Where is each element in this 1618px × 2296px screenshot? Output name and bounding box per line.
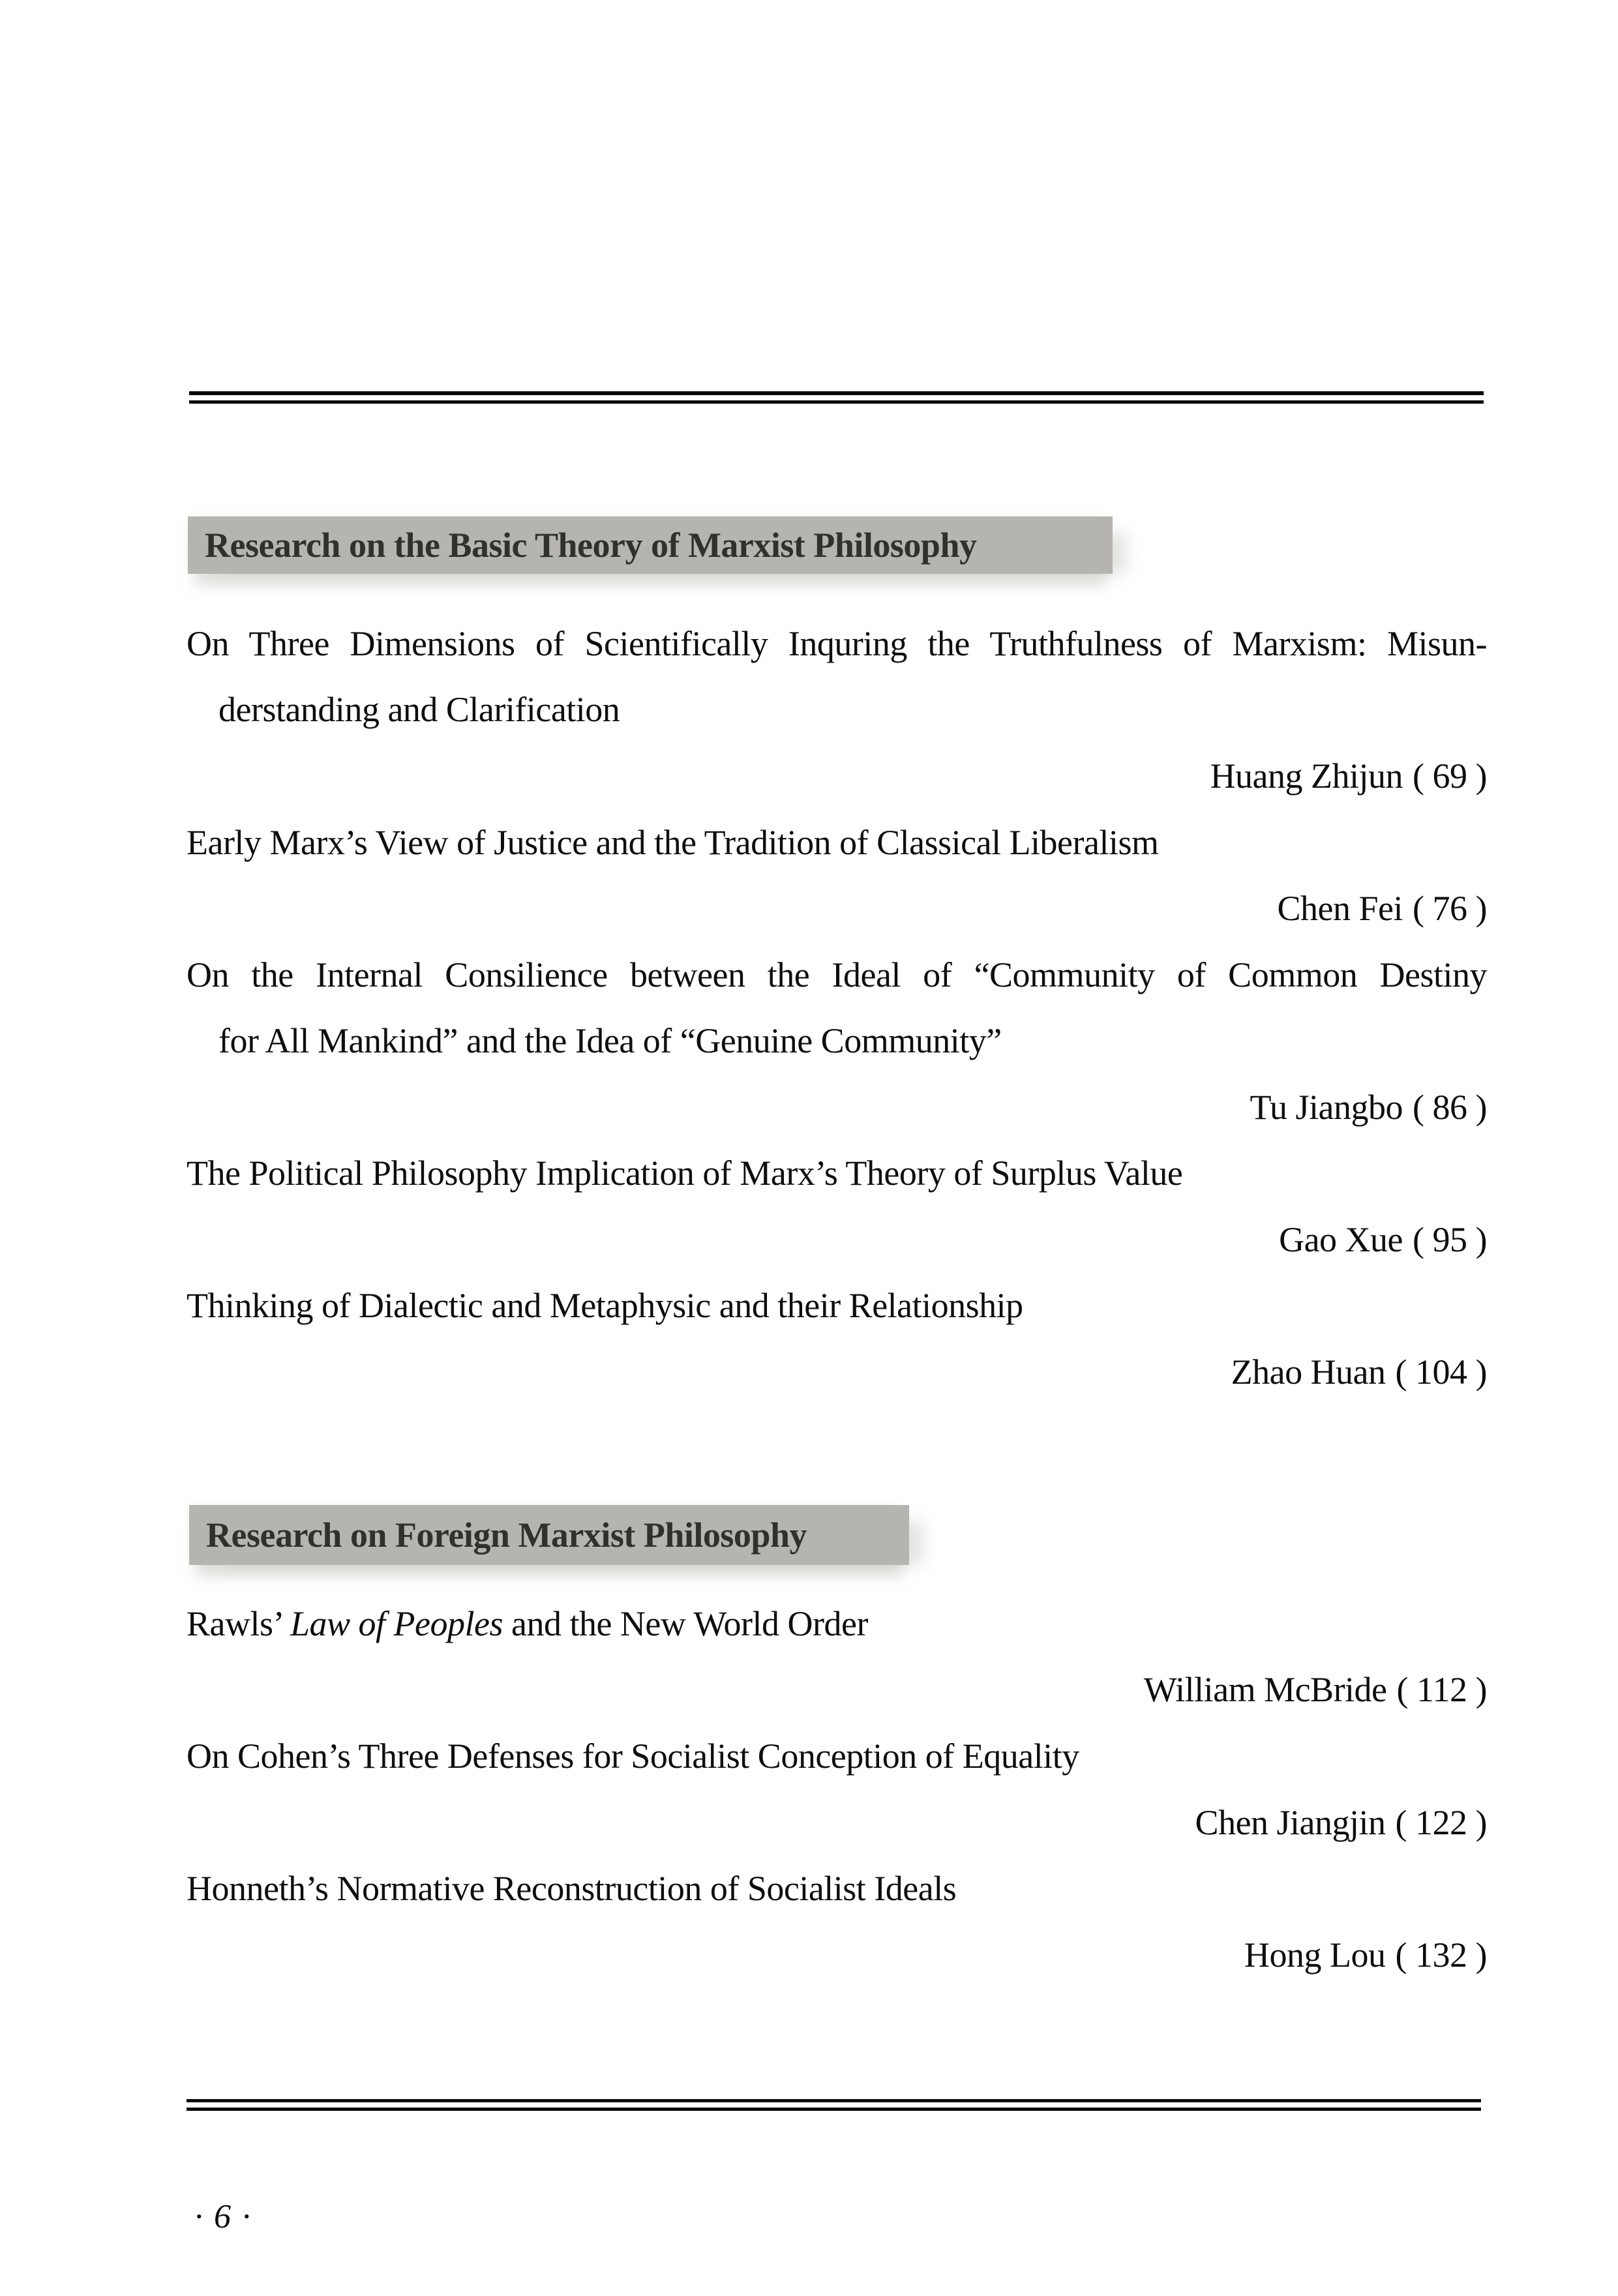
page-reference: ( 104 ) bbox=[1395, 1352, 1487, 1392]
title-segment: and the New World Order bbox=[502, 1604, 868, 1643]
page-reference: ( 132 ) bbox=[1395, 1935, 1487, 1975]
section-header-label: Research on Foreign Marxist Philosophy bbox=[206, 1515, 807, 1555]
toc-entry-byline bbox=[187, 1932, 1487, 1978]
toc-entry-title-line: Honneth’s Normative Reconstruction of Socialist Ideals bbox=[187, 1869, 957, 1908]
title-segment: Rawls’ bbox=[187, 1604, 290, 1643]
top-double-rule bbox=[189, 391, 1484, 404]
toc-entry-title-line bbox=[187, 1601, 1487, 1647]
page-reference: ( 86 ) bbox=[1413, 1088, 1487, 1127]
author-name: Huang Zhijun bbox=[1210, 756, 1403, 796]
toc-entry-byline bbox=[187, 1084, 1487, 1130]
page-reference: ( 76 ) bbox=[1413, 889, 1487, 928]
section-header-label: Research on the Basic Theory of Marxist Philosophy bbox=[205, 526, 977, 565]
toc-entry-title-line: Thinking of Dialectic and Metaphysic and their Relationship bbox=[187, 1286, 1023, 1325]
toc-entry-title-line: The Political Philosophy Implication of Marx’s Theory of Surplus Value bbox=[187, 1154, 1183, 1193]
author-name: Chen Jiangjin bbox=[1195, 1803, 1386, 1842]
toc-entry-continuation-line: derstanding and Clarification bbox=[218, 690, 620, 729]
toc-entry-title-line: On Three Dimensions of Scientifically Inquring the Truthfulness of Marxism: Misun- bbox=[187, 624, 1487, 663]
section-header-basic-theory bbox=[188, 516, 1113, 574]
page-reference: ( 95 ) bbox=[1413, 1220, 1487, 1259]
author-name: Hong Lou bbox=[1244, 1935, 1386, 1975]
author-name: Chen Fei bbox=[1277, 889, 1403, 928]
author-name: Gao Xue bbox=[1279, 1220, 1403, 1259]
author-name: William McBride bbox=[1143, 1670, 1387, 1709]
toc-entry-byline bbox=[187, 753, 1487, 799]
toc-entry-title-line: On the Internal Consilience between the Ideal of “Community of Common Destiny bbox=[187, 955, 1487, 994]
section-header-foreign-marxist bbox=[189, 1505, 909, 1565]
page-reference: ( 69 ) bbox=[1413, 756, 1487, 796]
title-segment-italic: Law of Peoples bbox=[290, 1604, 503, 1643]
toc-entry-continuation-line: for All Mankind” and the Idea of “Genuine Community” bbox=[218, 1021, 1002, 1060]
toc-entry-title-line: Early Marx’s View of Justice and the Tradition of Classical Liberalism bbox=[187, 823, 1159, 862]
toc-entry-title-line: On Cohen’s Three Defenses for Socialist Conception of Equality bbox=[187, 1737, 1079, 1776]
author-name: Zhao Huan bbox=[1231, 1352, 1386, 1392]
page-number: · 6 · bbox=[194, 2198, 252, 2235]
author-name: Tu Jiangbo bbox=[1250, 1088, 1403, 1127]
toc-entry-byline bbox=[187, 1349, 1487, 1395]
bottom-double-rule bbox=[187, 2099, 1481, 2111]
toc-entry-byline bbox=[187, 1667, 1487, 1712]
toc-entry-byline bbox=[187, 886, 1487, 931]
toc-entry-byline bbox=[187, 1800, 1487, 1845]
page-reference: ( 122 ) bbox=[1395, 1803, 1487, 1842]
page-reference: ( 112 ) bbox=[1396, 1670, 1487, 1709]
toc-entry-byline bbox=[187, 1217, 1487, 1262]
